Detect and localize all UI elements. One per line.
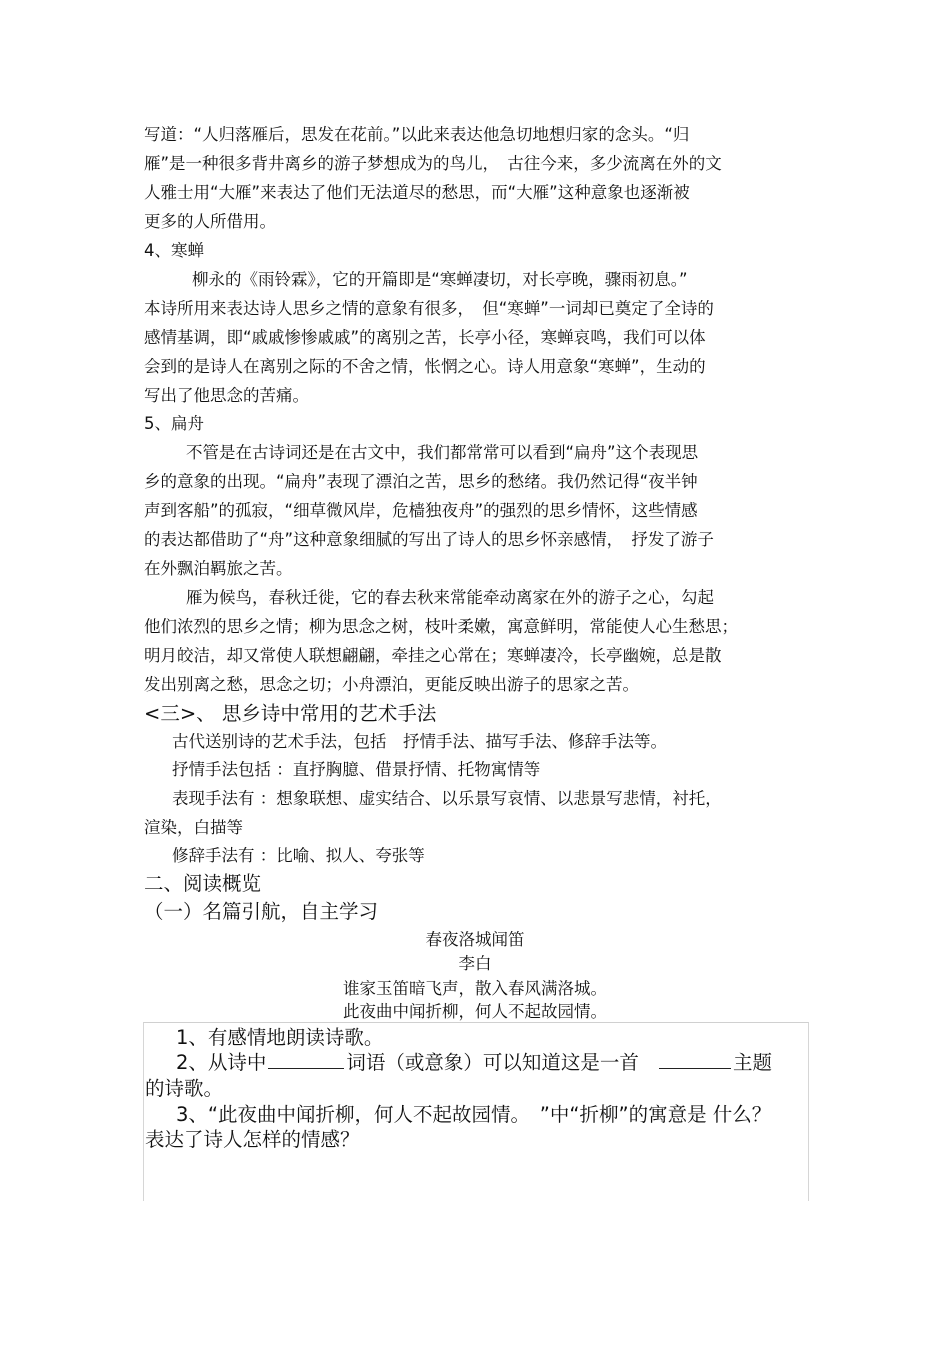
text-line: 的表达都借助了“舟”这种意象细腻的写出了诗人的思乡怀亲感情， 抒发了游子 [144, 530, 714, 549]
question-3-wrap: 表达了诗人怎样的情感？ [145, 1128, 360, 1151]
question-2-part: 2、从诗中 [176, 1051, 267, 1074]
section-heading: 二、阅读概览 [144, 872, 262, 895]
text-line: 在外飘泊羁旅之苦。 [144, 559, 293, 578]
section-heading: 5、扁舟 [144, 414, 204, 433]
text-line: 本诗所用来表达诗人思乡之情的意象有很多， 但“寒蝉”一词却已奠定了全诗的 [144, 299, 714, 318]
text-line: 声到客船”的孤寂，“细草微风岸，危樯独夜舟”的强烈的思乡情怀，这些情感 [144, 501, 698, 520]
poem-author: 李白 [458, 954, 492, 973]
text-line: 他们浓烈的思乡之情；柳为思念之树，枝叶柔嫩，寓意鲜明，常能使人心生愁思； [144, 617, 738, 636]
question-1: 1、有感情地朗读诗歌。 [176, 1026, 384, 1049]
poem-line: 此夜曲中闻折柳，何人不起故园情。 [343, 1002, 607, 1021]
text-line: 会到的是诗人在离别之际的不舍之情，怅惘之心。诗人用意象“寒蝉”，生动的 [144, 357, 706, 376]
poem-line: 谁家玉笛暗飞声，散入春风满洛城。 [343, 979, 607, 998]
text-line: 抒情手法包括 ：直抒胸臆、借景抒情、托物寓情等 [172, 760, 541, 779]
text-line: 表现手法有 ：想象联想、虚实结合、以乐景写哀情、以悲景写悲情，衬托， [172, 789, 722, 808]
text-line: 乡的意象的出现。“扁舟”表现了漂泊之苦，思乡的愁绪。我仍然记得“夜半钟 [144, 472, 698, 491]
text-line: 写道：“人归落雁后，思发在花前。”以此来表达他急切地想归家的念头。“归 [144, 125, 690, 144]
text-line: 人雅士用“大雁”来表达了他们无法道尽的愁思，而“大雁”这种意象也逐渐被 [144, 183, 690, 202]
answer-blank[interactable] [268, 1067, 344, 1069]
text-line: 感情基调，即“戚戚惨惨戚戚”的离别之苦，长亭小径，寒蝉哀鸣，我们可以体 [144, 328, 706, 347]
text-line: 不管是在古诗词还是在古文中，我们都常常可以看到“扁舟”这个表现思 [186, 443, 699, 462]
question-3: 3、“此夜曲中闻折柳，何人不起故园情。 ”中“折柳”的寓意是 什么？ [176, 1103, 772, 1126]
poem-title: 春夜洛城闻笛 [425, 930, 525, 949]
text-line: 雁为候鸟，春秋迁徙，它的春去秋来常能牵动离家在外的游子之心，勾起 [186, 588, 714, 607]
text-line: 写出了他思念的苦痛。 [144, 386, 309, 405]
text-line: 雁”是一种很多背井离乡的游子梦想成为的鸟儿， 古往今来，多少流离在外的文 [144, 154, 722, 173]
question-2-part: 词语（或意象）可以知道这是一首 [346, 1051, 639, 1074]
sub-heading: （一）名篇引航，自主学习 [144, 900, 379, 923]
question-2-wrap: 的诗歌。 [145, 1077, 224, 1100]
text-line: 古代送别诗的艺术手法，包括 抒情手法、描写手法、修辞手法等。 [172, 732, 667, 751]
text-line: 发出别离之愁，思念之切；小舟漂泊，更能反映出游子的思家之苦。 [144, 675, 639, 694]
text-line: 修辞手法有 ：比喻、拟人、夸张等 [172, 846, 425, 865]
section-heading: <三>、 思乡诗中常用的艺术手法 [144, 702, 437, 725]
text-line: 更多的人所借用。 [144, 212, 276, 231]
question-2 [176, 1050, 772, 1076]
question-2-part: 主题 [732, 1051, 772, 1074]
answer-blank[interactable] [659, 1067, 731, 1069]
text-line: 柳永的《雨铃霖》，它的开篇即是“寒蝉凄切，对长亭晚，骤雨初息。” [192, 270, 688, 289]
text-line: 渲染，白描等 [144, 818, 243, 837]
text-line: 明月皎洁，却又常使人联想翩翩，牵挂之心常在；寒蝉凄冷，长亭幽婉，总是散 [144, 646, 722, 665]
section-heading: 4、寒蝉 [144, 241, 204, 260]
